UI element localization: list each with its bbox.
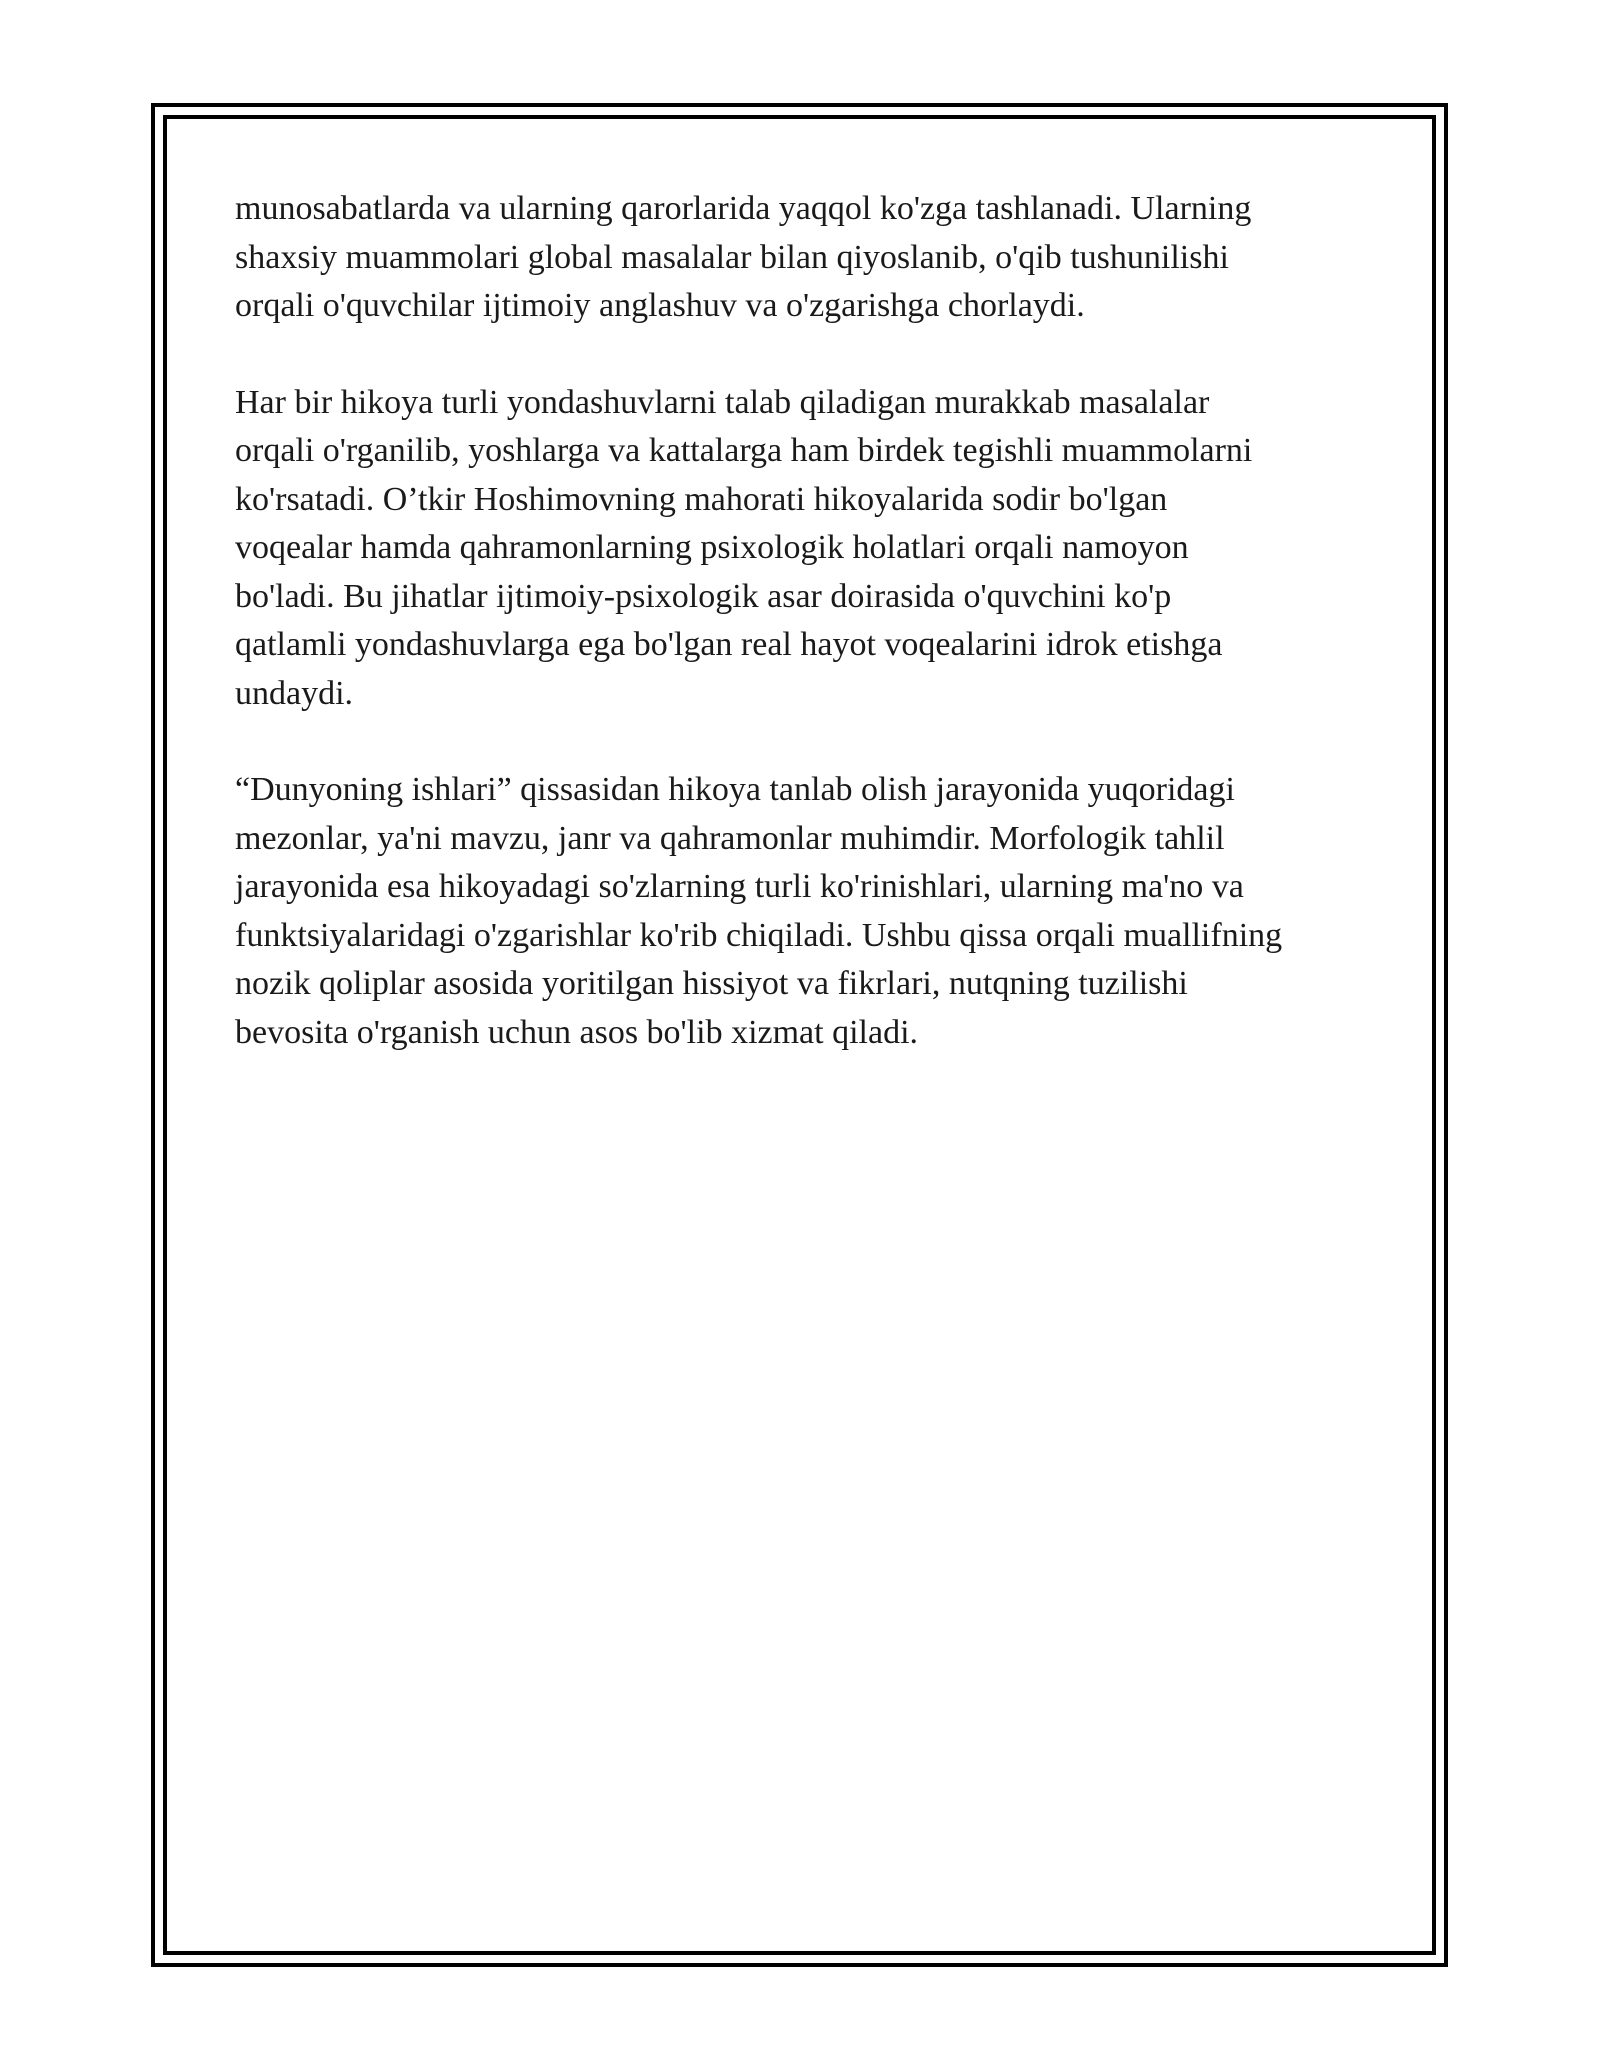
paragraph-line: voqealar hamda qahramonlarning psixologik holatlari orqali namoyon bbox=[235, 529, 1189, 566]
paragraph-line: “Dunyoning ishlari” qissasidan hikoya tanlab olish jarayonida yuqoridagi bbox=[235, 771, 1235, 808]
paragraph-line: mezonlar, ya'ni mavzu, janr va qahramonlar muhimdir. Morfologik tahlil bbox=[235, 819, 1225, 857]
paragraph-line: orqali o'rganilib, yoshlarga va kattalarga ham birdek tegishli muammolarni bbox=[235, 432, 1253, 469]
paragraph-line: munosabatlarda va ularning qarorlarida yaqqol ko'zga tashlanadi. Ularning bbox=[235, 190, 1252, 227]
paragraph-line: funktsiyalaridagi o'zgarishlar ko'rib chiqiladi. Ushbu qissa orqali muallifning bbox=[235, 916, 1283, 954]
paragraph-line: shaxsiy muammolari global masalalar bilan qiyoslanib, o'qib tushunilishi bbox=[235, 238, 1229, 276]
paragraph-line: bevosita o'rganish uchun asos bo'lib xizmat qiladi. bbox=[235, 1013, 919, 1051]
paragraph-line: jarayonida esa hikoyadagi so'zlarning turli ko'rinishlari, ularning ma'no va bbox=[235, 868, 1244, 905]
paragraph-line: nozik qoliplar asosida yoritilgan hissiyot va fikrlari, nutqning tuzilishi bbox=[235, 965, 1188, 1002]
paragraph-line: undaydi. bbox=[235, 674, 354, 712]
paragraph-line: Har bir hikoya turli yondashuvlarni talab qiladigan murakkab masalalar bbox=[235, 383, 1210, 421]
paragraph-line: qatlamli yondashuvlarga ega bo'lgan real hayot voqealarini idrok etishga bbox=[235, 626, 1223, 663]
paragraph-3 bbox=[235, 766, 1385, 1057]
paragraph-line: ko'rsatadi. O’tkir Hoshimovning mahorati hikoyalarida sodir bo'lgan bbox=[235, 480, 1168, 518]
paragraph-2 bbox=[235, 379, 1385, 719]
paragraph-line: bo'ladi. Bu jihatlar ijtimoiy-psixologik asar doirasida o'quvchini ko'p bbox=[235, 577, 1172, 615]
paragraph-line: orqali o'quvchilar ijtimoiy anglashuv va o'zgarishga chorlaydi. bbox=[235, 287, 1085, 324]
document-body bbox=[235, 185, 1385, 1105]
paragraph-1 bbox=[235, 185, 1385, 331]
